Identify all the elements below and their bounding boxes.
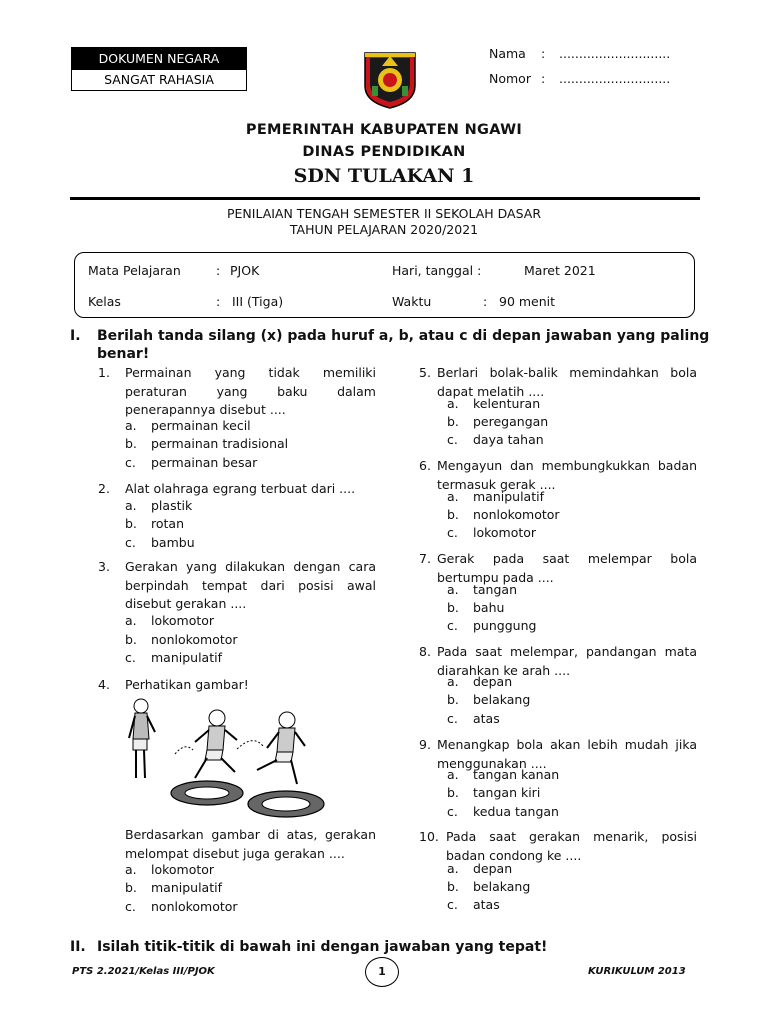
question-number: 3. <box>98 559 110 574</box>
question-1 <box>98 364 376 420</box>
question-text: Alat olahraga egrang terbuat dari .... <box>125 481 356 496</box>
question-number: 4. <box>98 677 110 692</box>
number-label: Nomor <box>489 71 531 86</box>
option-text: peregangan <box>473 414 549 429</box>
question-4 <box>98 676 376 695</box>
q3-option-b[interactable] <box>125 632 238 647</box>
section-1-instruction: Berilah tanda silang (x) pada huruf a, b, atau c di depan jawaban yang paling <box>97 328 710 344</box>
question-4-stem <box>125 826 376 863</box>
option-text: plastik <box>151 498 193 513</box>
academic-year: TAHUN PELAJARAN 2020/2021 <box>289 222 479 237</box>
name-label: Nama <box>489 46 526 61</box>
date-value: Maret 2021 <box>524 263 596 278</box>
ngawi-emblem-icon <box>362 50 418 110</box>
option-text: tangan <box>473 582 518 597</box>
name-colon: : <box>541 46 546 61</box>
option-letter: b. <box>125 632 137 647</box>
q9-option-c[interactable] <box>447 804 559 819</box>
q3-option-c[interactable] <box>125 650 222 665</box>
option-letter: a. <box>447 396 459 411</box>
q8-option-c[interactable] <box>447 711 500 726</box>
question-text: Gerak pada saat melempar bola bertumpu pada .... <box>437 551 697 585</box>
option-text: nonlokomotor <box>151 899 238 914</box>
option-letter: c. <box>447 804 458 819</box>
time-label: Waktu <box>392 294 432 309</box>
number-field[interactable] <box>489 71 670 86</box>
option-text: bahu <box>473 600 505 615</box>
option-text: manipulatif <box>151 880 222 895</box>
option-letter: b. <box>125 436 137 451</box>
stamp-line-1: DOKUMEN NEGARA <box>71 47 247 70</box>
option-letter: b. <box>447 507 459 522</box>
q3-option-a[interactable] <box>125 613 214 628</box>
time-colon: : <box>483 294 488 309</box>
option-text: kelenturan <box>473 396 541 411</box>
option-text: bambu <box>151 535 195 550</box>
time-value: 90 menit <box>499 294 556 309</box>
option-letter: a. <box>447 582 459 597</box>
q2-option-c[interactable] <box>125 535 195 550</box>
section-1-instruction-cont: benar! <box>97 346 150 362</box>
q5-option-a[interactable] <box>447 396 540 411</box>
exam-info-box <box>74 252 695 318</box>
option-letter: c. <box>125 650 136 665</box>
option-letter: b. <box>447 785 459 800</box>
option-letter: a. <box>447 861 459 876</box>
option-text: depan <box>473 861 513 876</box>
q2-option-b[interactable] <box>125 516 184 531</box>
date-label: Hari, tanggal : <box>392 263 482 278</box>
q4-option-a[interactable] <box>125 862 214 877</box>
q10-option-a[interactable] <box>447 861 512 876</box>
option-text: nonlokomotor <box>151 632 238 647</box>
class-value: III (Tiga) <box>232 294 284 309</box>
question-text: Mengayun dan membungkukkan badan termasuk gerak .... <box>437 458 697 492</box>
option-letter: b. <box>447 692 459 707</box>
government-title: PEMERINTAH KABUPATEN NGAWI <box>245 122 523 138</box>
option-letter: c. <box>447 618 458 633</box>
question-text: Gerakan yang dilakukan dengan cara berpindah tempat dari posisi awal disebut gerakan .... <box>125 559 376 612</box>
option-text: permainan tradisional <box>151 436 289 451</box>
q1-option-c[interactable] <box>125 455 257 470</box>
option-text: lokomotor <box>151 862 215 877</box>
question-10 <box>419 828 697 865</box>
option-text: permainan kecil <box>151 418 251 433</box>
option-text: daya tahan <box>473 432 544 447</box>
option-letter: a. <box>447 767 459 782</box>
classification-stamp <box>71 47 247 91</box>
class-label: Kelas <box>88 294 121 309</box>
number-colon: : <box>541 71 546 86</box>
option-letter: c. <box>447 432 458 447</box>
class-colon: : <box>216 294 221 309</box>
option-text: punggung <box>473 618 537 633</box>
question-number: 2. <box>98 481 110 496</box>
q7-option-a[interactable] <box>447 582 517 597</box>
option-text: kedua tangan <box>473 804 559 819</box>
option-text: rotan <box>151 516 184 531</box>
option-letter: a. <box>125 498 137 513</box>
option-letter: b. <box>447 879 459 894</box>
department-title: DINAS PENDIDIKAN <box>302 144 466 160</box>
question-number: 10. <box>419 829 439 844</box>
option-text: atas <box>473 897 500 912</box>
question-text: Pada saat gerakan menarik, posisi badan condong ke .... <box>446 829 697 863</box>
q6-option-c[interactable] <box>447 525 536 540</box>
question-3 <box>98 558 376 614</box>
subject-label: Mata Pelajaran <box>88 263 181 278</box>
q10-option-c[interactable] <box>447 897 500 912</box>
option-letter: c. <box>125 455 136 470</box>
option-text: manipulatif <box>151 650 222 665</box>
school-name: SDN TULAKAN 1 <box>293 165 475 187</box>
option-letter: c. <box>447 525 458 540</box>
question-number: 8. <box>419 644 431 659</box>
q4-option-c[interactable] <box>125 899 238 914</box>
q8-option-b[interactable] <box>447 692 530 707</box>
option-text: depan <box>473 674 513 689</box>
option-letter: a. <box>447 674 459 689</box>
footer-curriculum: KURIKULUM 2013 <box>588 966 686 977</box>
option-letter: c. <box>125 535 136 550</box>
question-text: Menangkap bola akan lebih mudah jika menggunakan .... <box>437 737 697 771</box>
page-number: 1 <box>365 957 399 987</box>
exam-title: PENILAIAN TENGAH SEMESTER II SEKOLAH DASAR <box>226 206 542 221</box>
option-text: tangan kanan <box>473 767 560 782</box>
q7-option-b[interactable] <box>447 600 504 615</box>
q1-option-a[interactable] <box>125 418 251 433</box>
name-field[interactable] <box>489 46 670 61</box>
q10-option-b[interactable] <box>447 879 530 894</box>
section-2-number: II. <box>70 939 86 955</box>
option-letter: c. <box>447 711 458 726</box>
option-text: belakang <box>473 692 531 707</box>
q8-option-a[interactable] <box>447 674 512 689</box>
q5-option-c[interactable] <box>447 432 544 447</box>
q6-option-b[interactable] <box>447 507 560 522</box>
q5-option-b[interactable] <box>447 414 548 429</box>
question-text: Berlari bolak-balik memindahkan bola dapat melatih .... <box>437 365 697 399</box>
option-letter: b. <box>447 414 459 429</box>
question-text: Berdasarkan gambar di atas, gerakan melompat disebut juga gerakan .... <box>125 827 376 861</box>
option-text: atas <box>473 711 500 726</box>
footer-course-code: PTS 2.2021/Kelas III/PJOK <box>72 966 215 977</box>
option-text: nonlokomotor <box>473 507 560 522</box>
question-number: 1. <box>98 365 110 380</box>
question-2 <box>98 480 376 499</box>
question-text: Perhatikan gambar! <box>125 677 249 692</box>
subject-value: PJOK <box>230 263 260 278</box>
option-text: tangan kiri <box>473 785 541 800</box>
name-blank: ............................ <box>559 46 671 61</box>
header-divider <box>70 197 700 200</box>
option-letter: b. <box>447 600 459 615</box>
option-text: lokomotor <box>151 613 215 628</box>
question-text: Permainan yang tidak memiliki peraturan yang baku dalam penerapannya disebut .... <box>125 365 376 418</box>
option-text: manipulatif <box>473 489 544 504</box>
option-letter: a. <box>125 613 137 628</box>
q4-option-b[interactable] <box>125 880 222 895</box>
section-1-number: I. <box>70 328 81 344</box>
q1-option-b[interactable] <box>125 436 288 451</box>
option-text: lokomotor <box>473 525 537 540</box>
q6-option-a[interactable] <box>447 489 544 504</box>
question-number: 6. <box>419 458 431 473</box>
q7-option-c[interactable] <box>447 618 536 633</box>
option-text: belakang <box>473 879 531 894</box>
section-2-instruction: Isilah titik-titik di bawah ini dengan jawaban yang tepat! <box>97 939 548 955</box>
option-letter: c. <box>125 899 136 914</box>
option-letter: a. <box>125 418 137 433</box>
option-letter: b. <box>125 516 137 531</box>
children-jumping-illustration <box>125 694 340 824</box>
question-text: Pada saat melempar, pandangan mata diarahkan ke arah .... <box>437 644 697 678</box>
stamp-line-2: SANGAT RAHASIA <box>71 70 247 91</box>
question-number: 5. <box>419 365 431 380</box>
option-letter: a. <box>125 862 137 877</box>
option-letter: c. <box>447 897 458 912</box>
option-letter: b. <box>125 880 137 895</box>
option-letter: a. <box>447 489 459 504</box>
q9-option-a[interactable] <box>447 767 559 782</box>
subject-colon: : <box>216 263 221 278</box>
number-blank: ............................ <box>559 71 671 86</box>
question-number: 9. <box>419 737 431 752</box>
option-text: permainan besar <box>151 455 258 470</box>
q2-option-a[interactable] <box>125 498 192 513</box>
q9-option-b[interactable] <box>447 785 540 800</box>
question-number: 7. <box>419 551 431 566</box>
